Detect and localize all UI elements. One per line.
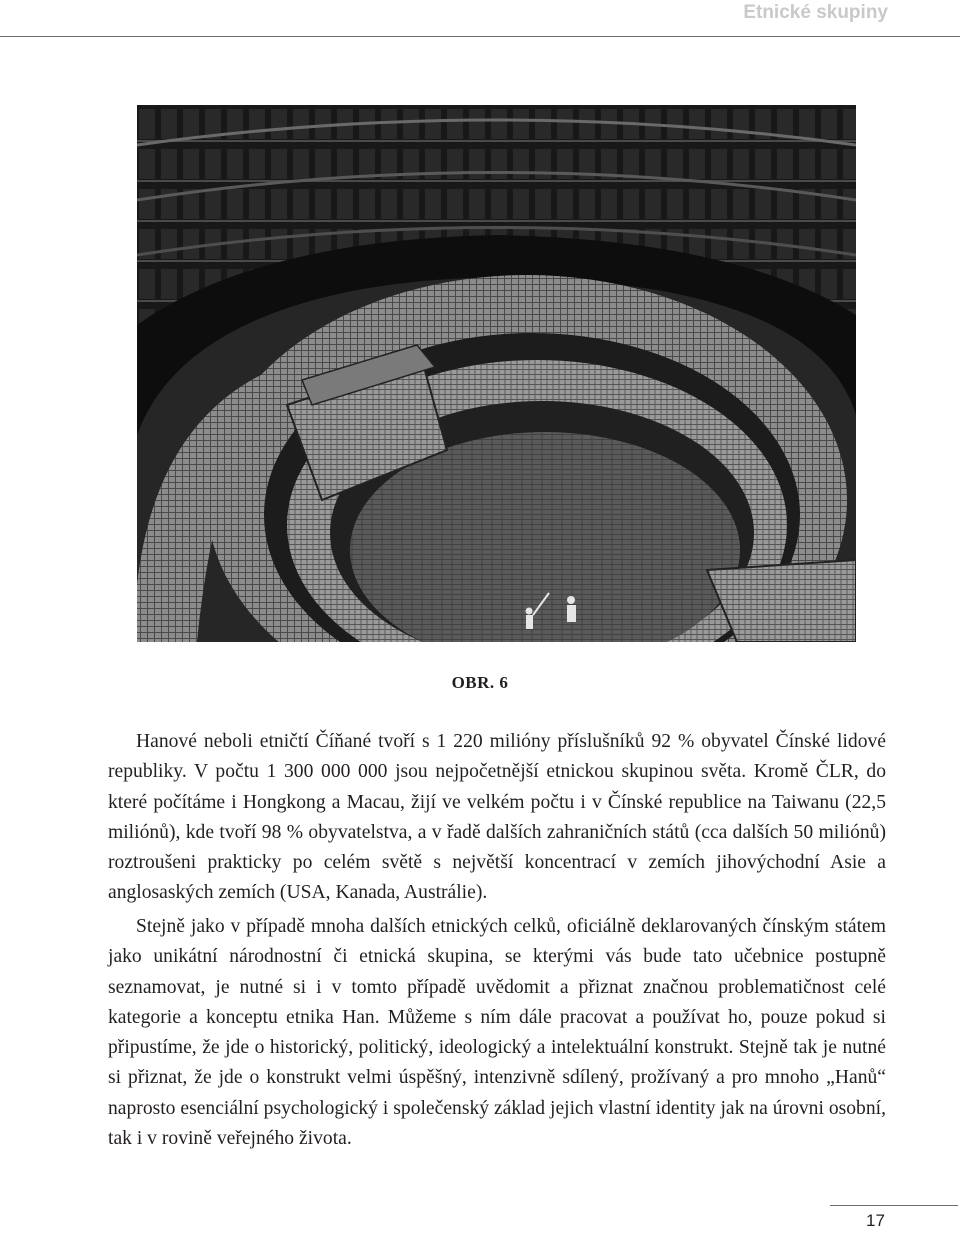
footer-rule [830, 1205, 958, 1206]
paragraph-2: Stejně jako v případě mnoha dalších etnických celků, oficiálně deklarovaných čínským státem jako unikátní národnostní či etnická skupina, se kterými vás bude tato učebnice postupně seznamovat, je nutné si i v tomto případě uvědomit a přiznat značnou problematičnost celé kategorie a konceptu etnika Han. Můžeme s ním dále pracovat a používat ho, pouze pokud si připustíme, že jde o historický, politický, ideologický a intelektuální konstrukt. Stejně tak je nutné si přiznat, že jde o konstrukt velmi úspěšný, intenzivně sdílený, prožívaný a pro mnoho „Hanů“ naprosto esenciální psychologický i společenský základ jejich vlastní identity jak na úrovni osobní, tak i v rovině veřejného života. [108, 916, 886, 1150]
page-number: 17 [866, 1211, 885, 1230]
figure-caption: OBR. 6 [451, 673, 509, 692]
paragraph-1: Hanové neboli etničtí Číňané tvoří s 1 220 milióny příslušníků 92 % obyvatel Čínské lidové republiky. V počtu 1 300 000 000 jsou nejpočetnější etnickou skupinou světa. Kromě ČLR, do které počítáme i Hongkong a Macau, žijí ve velkém počtu i v Čínské republice na Taiwanu (22,5 miliónů), kde tvoří 98 % obyvatelstva, a v řadě dalších zahraničních států (cca dalších 50 miliónů) roztroušeni prakticky po celém světě s největší koncentrací v zemích jihovýchodní Asie a anglosaských zemích (USA, Kanada, Austrálie). [108, 731, 886, 904]
tulou-photograph [137, 105, 856, 642]
running-header [0, 0, 960, 40]
running-title: Etnické skupiny [743, 2, 888, 23]
header-rule [0, 36, 960, 37]
